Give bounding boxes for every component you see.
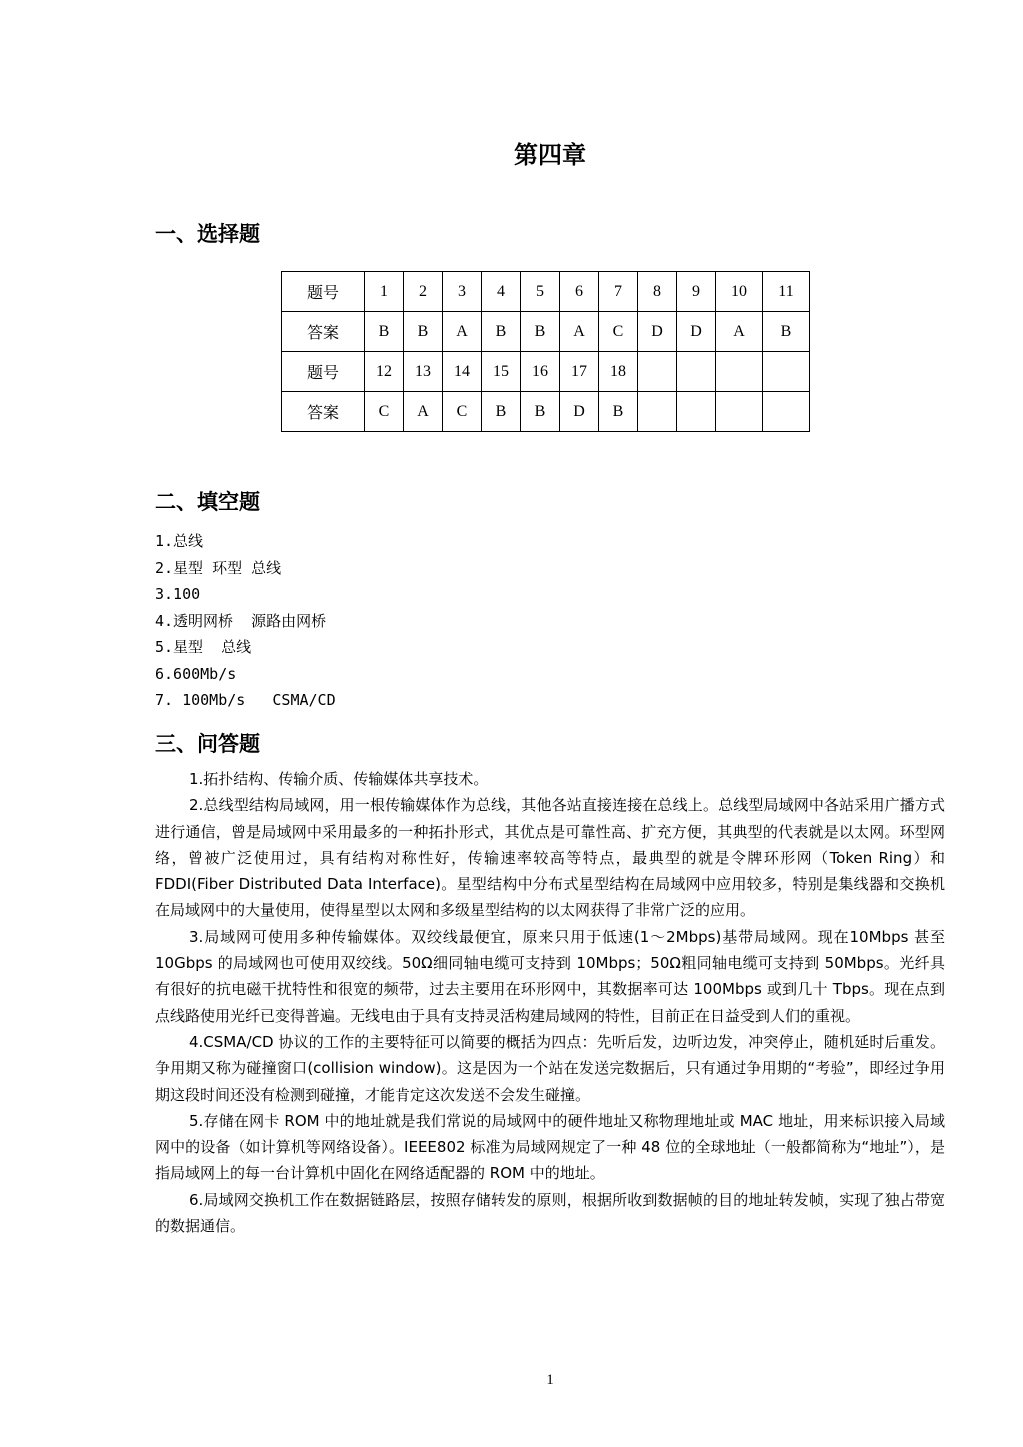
table-row-label: 答案: [282, 392, 365, 432]
table-cell: 12: [365, 352, 404, 392]
qa-paragraph: 6.局域网交换机工作在数据链路层，按照存储转发的原则，根据所收到数据帧的目的地址转发帧，实现了独占带宽的数据通信。: [155, 1190, 945, 1236]
table-cell: 17: [560, 352, 599, 392]
section-heading-qa: 三、问答题: [155, 732, 260, 756]
table-cell: C: [443, 392, 482, 432]
table-cell: D: [677, 312, 716, 352]
chapter-title: 第四章: [514, 141, 586, 169]
table-cell: 15: [482, 352, 521, 392]
table-cell: 11: [763, 272, 810, 312]
table-row-label: 题号: [282, 272, 365, 312]
table-row: [282, 352, 810, 392]
qa-paragraph: 3.局域网可使用多种传输媒体。双绞线最便宜，原来只用于低速(1～2Mbps)基带局域网。现在10Mbps 甚至 10Gbps 的局域网也可使用双绞线。50Ω细同轴电缆可支持到 10Mbps；50Ω粗同轴电缆可支持到 50Mbps。光纤具有很好的抗电磁干扰特性和很宽的频带，过去主要用在环形网中，其数据率可达 100Mbps 或到几十 Tbps。现在点到点线路使用光纤已变得普遍。无线电由于具有支持灵活构建局域网的特性，目前正在日益受到人们的重视。: [155, 927, 945, 1025]
table-row: [282, 392, 810, 432]
table-cell: A: [443, 312, 482, 352]
answer-table: [281, 271, 810, 432]
qa-paragraph: 4.CSMA/CD 协议的工作的主要特征可以简要的概括为四点：先听后发，边听边发，冲突停止，随机延时后重发。争用期又称为碰撞窗口(collision window)。这是因为一个站在发送完数据后，只有通过争用期的“考验”，即经过争用期这段时间还没有检测到碰撞，才能肯定这次发送不会发生碰撞。: [155, 1032, 945, 1104]
table-cell: [677, 352, 716, 392]
qa-answer-list: [155, 766, 945, 1239]
table-row-label: 答案: [282, 312, 365, 352]
list-item: 1.总线: [155, 532, 204, 550]
list-item: 3.100: [155, 585, 201, 603]
table-cell: 13: [404, 352, 443, 392]
fill-answer-list: [155, 528, 336, 714]
table-cell: [763, 352, 810, 392]
table-cell: B: [521, 312, 560, 352]
table-cell: A: [560, 312, 599, 352]
table-cell: 8: [638, 272, 677, 312]
list-item: 5.星型 总线: [155, 638, 252, 656]
table-cell: 9: [677, 272, 716, 312]
section-heading-fill: 二、填空题: [155, 490, 260, 514]
table-cell: 2: [404, 272, 443, 312]
table-cell: 4: [482, 272, 521, 312]
table-cell: B: [404, 312, 443, 352]
table-cell: 1: [365, 272, 404, 312]
table-cell: [638, 352, 677, 392]
qa-paragraph: 1.拓扑结构、传输介质、传输媒体共享技术。: [189, 770, 489, 788]
page-number: 1: [546, 1372, 554, 1388]
table-cell: B: [482, 392, 521, 432]
table-cell: 3: [443, 272, 482, 312]
table-cell: 14: [443, 352, 482, 392]
table-cell: D: [560, 392, 599, 432]
table-cell: B: [365, 312, 404, 352]
qa-paragraph: 5.存储在网卡 ROM 中的地址就是我们常说的局域网中的硬件地址又称物理地址或 MAC 地址，用来标识接入局域网中的设备（如计算机等网络设备）。IEEE802 标准为局域网规定了一种 48 位的全球地址（一般都简称为“地址”），是指局域网上的每一台计算机中固化在网络适配器的 ROM 中的地址。: [155, 1111, 945, 1183]
table-cell: [716, 392, 763, 432]
list-item: 2.星型 环型 总线: [155, 558, 282, 577]
table-cell: [716, 352, 763, 392]
table-cell: 18: [599, 352, 638, 392]
section-heading-choice: 一、选择题: [155, 222, 260, 246]
table-cell: B: [521, 392, 560, 432]
table-cell: C: [365, 392, 404, 432]
table-cell: B: [763, 312, 810, 352]
table-cell: 5: [521, 272, 560, 312]
table-cell: B: [599, 392, 638, 432]
table-cell: 7: [599, 272, 638, 312]
list-item: 7. 100Mb/s CSMA/CD: [155, 691, 336, 709]
table-cell: 6: [560, 272, 599, 312]
table-cell: 16: [521, 352, 560, 392]
table-cell: C: [599, 312, 638, 352]
table-cell: [763, 392, 810, 432]
table-cell: [638, 392, 677, 432]
table-row: [282, 272, 810, 312]
qa-paragraph: 2.总线型结构局域网，用一根传输媒体作为总线，其他各站直接连接在总线上。总线型局域网中各站采用广播方式进行通信，曾是局域网中采用最多的一种拓扑形式，其优点是可靠性高、扩充方便，其典型的代表就是以太网。环型网络，曾被广泛使用过，具有结构对称性好，传输速率较高等特点，最典型的就是令牌环形网（Token Ring）和 FDDI(Fiber Distributed Data Interface)。星型结构中分布式星型结构在局域网中应用较多，特别是集线器和交换机在局域网中的大量使用，使得星型以太网和多级星型结构的以太网获得了非常广泛的应用。: [155, 796, 945, 920]
table-row-label: 题号: [282, 352, 365, 392]
table-cell: [677, 392, 716, 432]
table-cell: D: [638, 312, 677, 352]
list-item: 4.透明网桥 源路由网桥: [155, 611, 327, 630]
table-row: [282, 312, 810, 352]
table-cell: A: [716, 312, 763, 352]
table-cell: B: [482, 312, 521, 352]
table-cell: A: [404, 392, 443, 432]
table-cell: 10: [716, 272, 763, 312]
list-item: 6.600Mb/s: [155, 664, 237, 683]
